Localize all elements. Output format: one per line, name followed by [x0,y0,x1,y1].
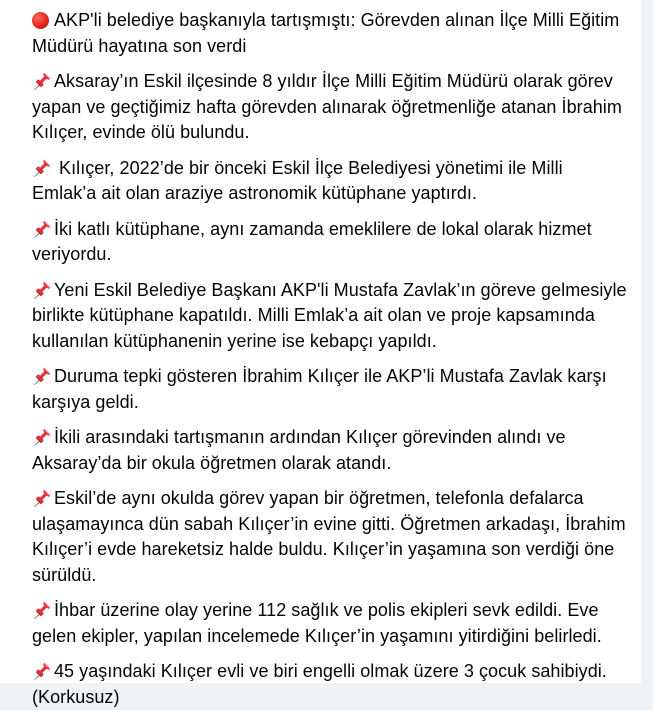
paragraph-text: Yeni Eskil Belediye Başkanı AKP'li Mustafa Zavlak’ın göreve gelmesiyle birlikte kütüphane kapatıldı. Milli Emlak’a ait olan ve proje kapsamında kullanılan kütüphanenin yerine ise kebapçı yapıldı. [32,279,627,351]
red-circle-icon [32,8,54,30]
scrollbar-track[interactable] [641,0,653,683]
headline-text: AKP'li belediye başkanıyla tartışmıştı: Görevden alınan İlçe Milli Eğitim Müdürü hayatına son verdi [32,10,620,56]
paragraph [32,486,627,588]
pushpin-icon [32,486,54,508]
paragraph-text: Aksaray’ın Eskil ilçesinde 8 yıldır İlçe Milli Eğitim Müdürü olarak görev yapan ve geçtiğimiz hafta görevden alınarak öğretmenliğe atanan İbrahim Kılıçer, evinde ölü bulundu. [32,71,622,142]
pushpin-icon [32,598,54,620]
pushpin-icon [32,217,54,239]
pushpin-icon [32,364,54,386]
post-headline [32,8,627,59]
paragraph-text: 45 yaşındaki Kılıçer evli ve biri engelli olmak üzere 3 çocuk sahibiydi. (Korkusuz) [32,661,607,707]
paragraph-text: Duruma tepki gösteren İbrahim Kılıçer ile AKP’li Mustafa Zavlak karşı karşıya geldi. [32,366,607,412]
paragraph-text: İki katlı kütüphane, aynı zamanda emeklilere de lokal olarak hizmet veriyordu. [32,218,592,264]
paragraph [32,69,627,146]
paragraph-text: Eskil’de aynı okulda görev yapan bir öğretmen, telefonla defalarca ulaşamayınca dün sabah Kılıçer’in evine gitti. Öğretmen arkadaşı, İbrahim Kılıçer’i evde hareketsiz halde buldu. Kılıçer’in yaşamına son verdiği öne sürüldü. [32,488,626,585]
paragraph-text: İhbar üzerine olay yerine 112 sağlık ve polis ekipleri sevk edildi. Eve gelen ekipler, yapılan incelemede Kılıçer’in yaşamını yitirdiğini belirledi. [32,600,602,646]
paragraph-text: İkili arasındaki tartışmanın ardından Kılıçer görevinden alındı ve Aksaray’da bir okula öğretmen olarak atandı. [32,427,566,473]
paragraph [32,659,627,710]
paragraph [32,156,627,207]
paragraph [32,425,627,476]
paragraph [32,278,627,355]
paragraph [32,598,627,649]
pushpin-icon [32,69,54,91]
paragraph-text: Kılıçer, 2022’de bir önceki Eskil İlçe Belediyesi yönetimi ile Milli Emlak’a ait olan araziye astronomik kütüphane yaptırdı. [32,157,563,203]
pushpin-icon [32,425,54,447]
pushpin-icon [32,659,54,681]
pushpin-icon [32,278,54,300]
paragraph [32,364,627,415]
pushpin-icon [32,156,54,178]
paragraph-list [32,69,627,710]
paragraph [32,217,627,268]
